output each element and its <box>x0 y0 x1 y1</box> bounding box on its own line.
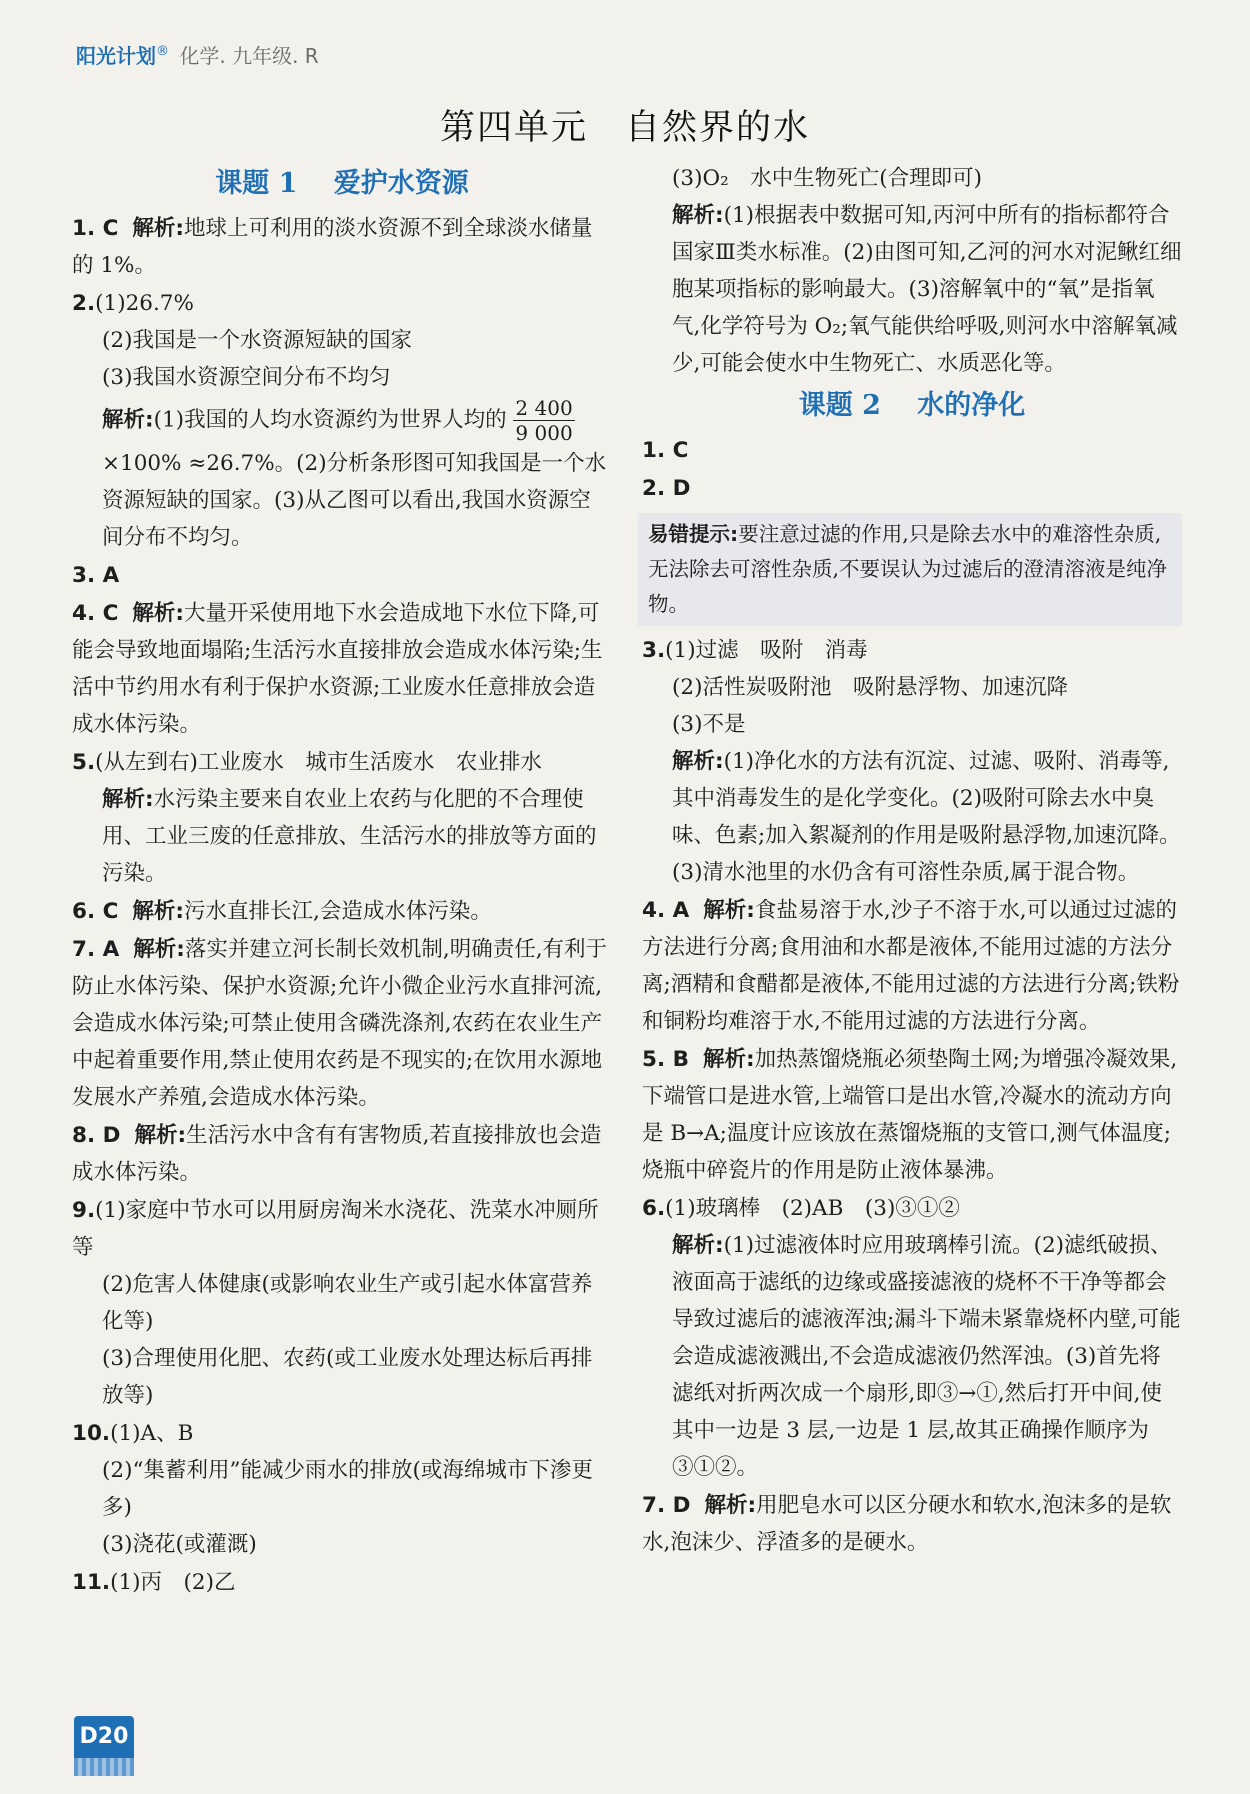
answer-part: (1)A、B <box>110 1421 194 1446</box>
answer-number: 2. <box>72 291 96 316</box>
answer-3 <box>642 632 1182 891</box>
answer-number: 10. <box>72 1421 111 1446</box>
answer-number: 9. <box>72 1198 96 1223</box>
analysis-label: 解析: <box>703 898 755 923</box>
right-column <box>642 160 1182 1562</box>
answer-11-continued <box>642 160 1182 382</box>
answer-2 <box>72 285 612 556</box>
tip-text: 要注意过滤的作用,只是除去水中的难溶性杂质,无法除去可溶性杂质,不要误认为过滤后的澄清溶液是纯净物。 <box>648 522 1168 616</box>
answer-number: 5. B <box>642 1047 689 1072</box>
answer-number: 7. A <box>72 937 120 962</box>
analysis-text: 水污染主要来自农业上农药与化肥的不合理使用、工业三废的任意排放、生活污水的排放等方面的污染。 <box>102 787 597 886</box>
answer-number: 3. A <box>72 563 120 588</box>
answer-number: 11. <box>72 1570 111 1595</box>
answer-part: (1)过滤 吸附 消毒 <box>665 638 868 663</box>
analysis-text: 污水直排长江,会造成水体污染。 <box>184 899 492 924</box>
analysis-label: 解析: <box>102 787 154 812</box>
analysis-text: 用肥皂水可以区分硬水和软水,泡沫多的是软水,泡沫少、浮渣多的是硬水。 <box>642 1493 1172 1555</box>
answer-number: 7. D <box>642 1493 691 1518</box>
fraction-numerator: 2 400 <box>515 396 573 420</box>
analysis-label: 解析: <box>672 749 724 774</box>
analysis-label: 解析: <box>672 1233 724 1258</box>
analysis-text: (1)根据表中数据可知,丙河中所有的指标都符合国家Ⅲ类水标准。(2)由图可知,乙河的河水对泥鳅红细胞某项指标的影响最大。(3)溶解氧中的“氧”是指氧气,化学符号为 O₂;氧气能供给呼吸,则河水中溶解氧减少,可能会使水中生物死亡、水质恶化等。 <box>672 203 1182 376</box>
answer-number: 2. D <box>642 476 691 501</box>
answer-part: (从左到右)工业废水 城市生活废水 农业排水 <box>95 750 542 775</box>
answer-6 <box>642 1190 1182 1486</box>
answer-4 <box>642 892 1182 1040</box>
section-title-1: 课题 1 爱护水资源 <box>215 168 469 199</box>
answer-part: (3)不是 <box>672 712 746 737</box>
analysis-text: (1)我国的人均水资源约为世界人均的 <box>153 407 507 433</box>
section-title-2: 课题 2 水的净化 <box>798 390 1026 421</box>
analysis-text: ×100% ≈26.7%。(2)分析条形图可知我国是一个水资源短缺的国家。(3)从乙图可以看出,我国水资源空间分布不均匀。 <box>102 451 607 550</box>
analysis-text: (1)过滤液体时应用玻璃棒引流。(2)滤纸破损、液面高于滤纸的边缘或盛接滤液的烧杯不干净等都会导致过滤后的滤液浑浊;漏斗下端未紧靠烧杯内壁,可能会造成滤液溅出,不会造成滤液仍然浑浊。(3)首先将滤纸对折两次成一个扇形,即③→①,然后打开中间,使其中一边是 3 层,一边是 1 层,故其正确操作顺序为③①②。 <box>672 1233 1181 1480</box>
subject-label: 化学. 九年级. R <box>173 44 319 68</box>
answer-number: 1. C <box>642 438 689 463</box>
error-tip-box <box>638 513 1182 626</box>
page-number: D20 <box>74 1716 134 1758</box>
answer-1 <box>72 210 612 284</box>
answer-5 <box>642 1041 1182 1189</box>
answer-part: (3)我国水资源空间分布不均匀 <box>102 365 391 390</box>
analysis-label: 解析: <box>132 899 185 924</box>
analysis-label: 解析: <box>132 216 185 241</box>
page-number-decoration <box>74 1758 134 1776</box>
analysis-text: 食盐易溶于水,沙子不溶于水,可以通过过滤的方法进行分离;食用油和水都是液体,不能用过滤的方法分离;酒精和食醋都是液体,不能用过滤的方法进行分离;铁粉和铜粉均难溶于水,不能用过滤的方法进行分离。 <box>642 898 1180 1034</box>
answer-part: (3)O₂ 水中生物死亡(合理即可) <box>672 166 982 191</box>
answer-number: 1. C <box>72 216 119 241</box>
unit-title: 第四单元 自然界的水 <box>439 108 810 148</box>
analysis-text: 生活污水中含有有害物质,若直接排放也会造成水体污染。 <box>72 1123 602 1185</box>
answer-part: (2)我国是一个水资源短缺的国家 <box>102 328 412 353</box>
analysis <box>642 1227 1182 1486</box>
answer-part: (1)丙 (2)乙 <box>110 1570 236 1595</box>
analysis <box>72 396 612 556</box>
fraction-denominator: 9 000 <box>515 421 573 445</box>
tip-label: 易错提示: <box>648 522 739 546</box>
analysis-text: 落实并建立河长制长效机制,明确责任,有利于防止水体污染、保护水资源;允许小微企业污水直排河流,会造成水体污染;可禁止使用含磷洗涤剂,农药在农业生产中起着重要作用,禁止使用农药是不现实的;在饮用水源地发展水产养殖,会造成水体污染。 <box>72 937 608 1110</box>
analysis-text: 地球上可利用的淡水资源不到全球淡水储量的 1%。 <box>72 216 593 278</box>
analysis-label: 解析: <box>703 1047 755 1072</box>
analysis <box>672 197 1182 382</box>
answer-number: 8. D <box>72 1123 121 1148</box>
answer-part: (1)26.7% <box>95 291 194 316</box>
answer-1 <box>642 432 1182 469</box>
answer-part: (3)合理使用化肥、农药(或工业废水处理达标后再排放等) <box>102 1346 593 1408</box>
analysis-label: 解析: <box>672 203 724 228</box>
answer-number: 6. <box>642 1196 666 1221</box>
answer-part: (3)浇花(或灌溉) <box>102 1532 257 1557</box>
analysis <box>642 743 1182 891</box>
answer-part: (2)活性炭吸附池 吸附悬浮物、加速沉降 <box>672 675 1068 700</box>
analysis-text: (1)净化水的方法有沉淀、过滤、吸附、消毒等,其中消毒发生的是化学变化。(2)吸附可除去水中臭味、色素;加入絮凝剂的作用是吸附悬浮物,加速沉降。(3)清水池里的水仍含有可溶性杂质,属于混合物。 <box>672 749 1181 885</box>
analysis <box>72 781 612 892</box>
answer-10 <box>72 1415 612 1563</box>
analysis-text: 大量开采使用地下水会造成地下水位下降,可能会导致地面塌陷;生活污水直接排放会造成水体污染;生活中节约用水有利于保护水资源;工业废水任意排放会造成水体污染。 <box>72 601 603 737</box>
answer-part: (2)危害人体健康(或影响农业生产或引起水体富营养化等) <box>102 1272 593 1334</box>
analysis-label: 解析: <box>704 1493 757 1518</box>
registered-mark: ® <box>156 44 169 60</box>
answer-number: 4. A <box>642 898 690 923</box>
left-column <box>72 160 612 1602</box>
answer-part: (2)“集蓄利用”能减少雨水的排放(或海绵城市下渗更多) <box>102 1458 593 1520</box>
answer-7 <box>72 931 612 1116</box>
answer-number: 6. C <box>72 899 119 924</box>
analysis-label: 解析: <box>102 407 154 433</box>
fraction <box>513 396 574 445</box>
answer-9 <box>72 1192 612 1414</box>
answer-part: (1)玻璃棒 (2)AB (3)③①② <box>665 1196 960 1221</box>
analysis-text: 加热蒸馏烧瓶必须垫陶土网;为增强冷凝效果,下端管口是进水管,上端管口是出水管,冷凝水的流动方向是 B→A;温度计应该放在蒸馏烧瓶的支管口,测气体温度;烧瓶中碎瓷片的作用是防止液体暴沸。 <box>642 1047 1178 1183</box>
answer-8 <box>72 1117 612 1191</box>
answer-number: 4. C <box>72 601 119 626</box>
answer-2 <box>642 470 1182 507</box>
answer-5 <box>72 744 612 892</box>
answer-3 <box>72 557 612 594</box>
answer-4 <box>72 595 612 743</box>
answer-11 <box>72 1564 612 1601</box>
running-header <box>76 40 319 69</box>
answer-part: (1)家庭中节水可以用厨房淘米水浇花、洗菜水冲厕所等 <box>72 1198 599 1260</box>
answer-number: 5. <box>72 750 96 775</box>
analysis-label: 解析: <box>133 937 185 962</box>
analysis-label: 解析: <box>134 1123 187 1148</box>
answer-7 <box>642 1487 1182 1561</box>
analysis-label: 解析: <box>132 601 185 626</box>
answer-number: 3. <box>642 638 666 663</box>
answer-6 <box>72 893 612 930</box>
brand-name: 阳光计划 <box>76 44 156 68</box>
